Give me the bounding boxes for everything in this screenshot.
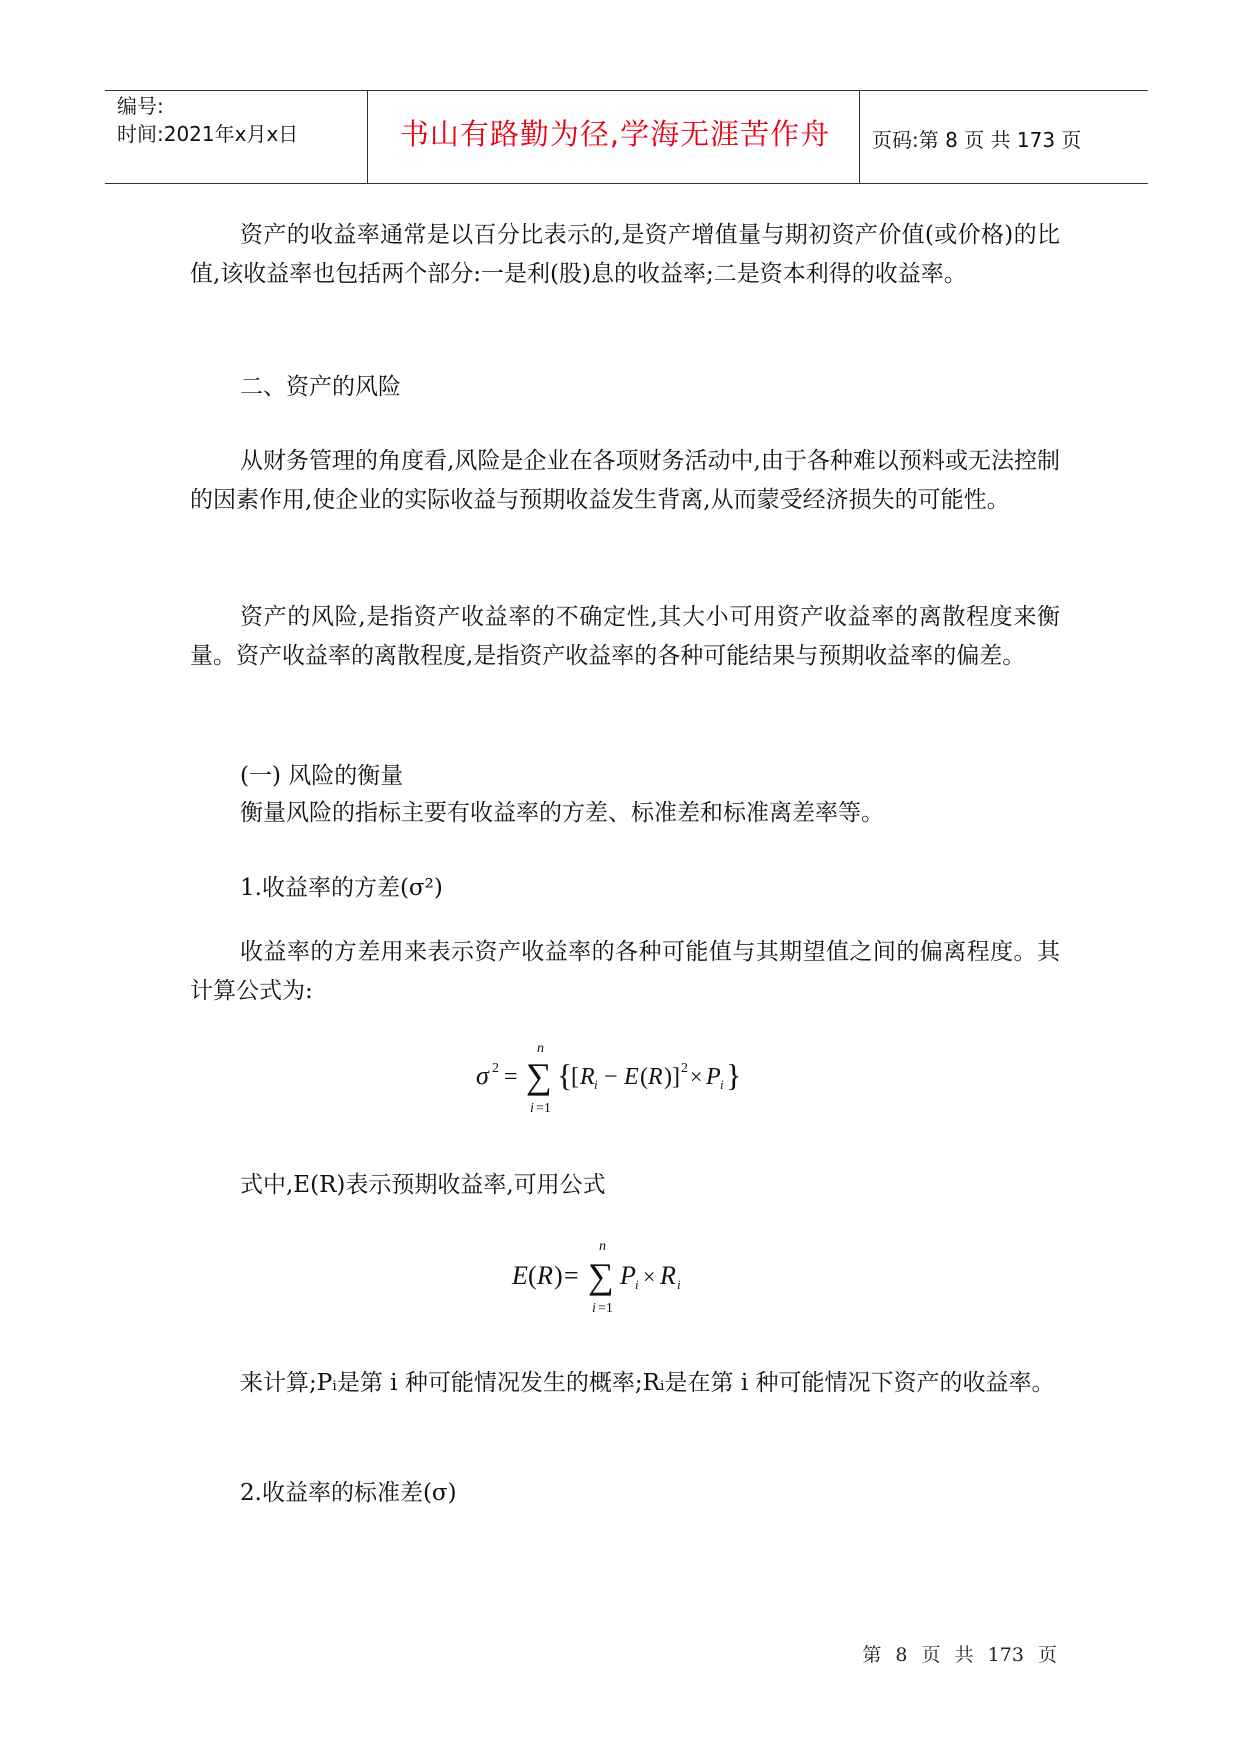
svg-text:E: E [512,1261,528,1290]
svg-text:(: ( [640,1064,648,1090]
paragraph-asset-return: 资产的收益率通常是以百分比表示的,是资产增值量与期初资产价值(或价格)的比值,该收益率也包括两个部分:一是利(股)息的收益率;二是资本利得的收益率。 [190,222,1060,287]
header-bottom-rule [105,183,1148,184]
footer-page-number: 8 [895,1644,908,1666]
svg-text:R: R [537,1261,553,1290]
svg-text:σ: σ [476,1061,489,1090]
svg-text:=: = [564,1261,579,1290]
svg-text:i: i [530,1101,534,1116]
header-slogan: 书山有路勤为径,学海无涯苦作舟 [399,117,831,151]
svg-text:)]: )] [664,1064,680,1090]
svg-text:i: i [635,1277,639,1292]
expected-return-formula [510,1232,710,1322]
svg-text:i: i [594,1077,598,1092]
svg-text:×: × [643,1264,656,1289]
footer-ye2: 页 [1037,1644,1057,1666]
svg-text:i: i [677,1277,681,1292]
paragraph-variance-desc: 收益率的方差用来表示资产收益率的各种可能值与其期望值之间的偏离程度。其计算公式为: [190,939,1060,1004]
header-page-label: 页码:第 8 页 共 173 页 [872,128,1082,152]
svg-text:∑: ∑ [588,1256,614,1296]
paragraph-probability: 来计算;Pᵢ是第 i 种可能情况发生的概率;Rᵢ是在第 i 种可能情况下资产的收益率。 [240,1370,1055,1396]
header-divider-left [367,90,368,183]
page-footer [858,1640,1061,1667]
svg-text:2: 2 [492,1061,499,1076]
svg-text:2: 2 [681,1061,688,1076]
variance-formula [470,1038,750,1118]
paragraph-risk-indicators: 衡量风险的指标主要有收益率的方差、标准差和标准离差率等。 [240,800,884,826]
svg-text:R: R [580,1064,595,1090]
svg-text:P: P [706,1064,721,1090]
paragraph-risk-definition: 从财务管理的角度看,风险是企业在各项财务活动中,由于各种难以预料或无法控制的因素作用,使企业的实际收益与预期收益发生背离,从而蒙受经济损失的可能性。 [190,448,1060,513]
svg-text:=1: =1 [598,1301,613,1316]
svg-text:n: n [537,1041,544,1056]
svg-text:E: E [624,1064,639,1090]
header-number: 编号: [117,94,164,118]
footer-di: 第 [862,1644,882,1666]
svg-text:[: [ [571,1064,579,1090]
subsection-heading-measure: (一) 风险的衡量 [240,763,404,789]
svg-text:=: = [504,1064,518,1090]
header-meta [117,92,367,148]
footer-gong: 共 [954,1644,974,1666]
paragraph-expected-return: 式中,E(R)表示预期收益率,可用公式 [240,1172,606,1198]
svg-text:P: P [620,1261,636,1290]
svg-text:n: n [599,1239,606,1254]
svg-text:−: − [604,1064,618,1090]
svg-text:(: ( [528,1261,537,1290]
svg-text:R: R [648,1064,663,1090]
svg-text:R: R [660,1261,676,1290]
paragraph-asset-risk: 资产的风险,是指资产收益率的不确定性,其大小可用资产收益率的离散程度来衡量。资产收益率的离散程度,是指资产收益率的各种可能结果与预期收益率的偏差。 [190,604,1060,669]
svg-text:}: } [726,1057,742,1093]
svg-text:i: i [720,1077,724,1092]
header-top-rule [105,90,1148,91]
header-time: 时间:2021年x月x日 [117,122,299,146]
section-heading-asset-risk: 二、资产的风险 [240,374,401,400]
svg-text:∑: ∑ [526,1056,552,1096]
heading-standard-deviation: 2.收益率的标准差(σ) [240,1480,457,1506]
svg-text:i: i [592,1301,596,1316]
footer-total-pages: 173 [987,1644,1024,1666]
svg-text:×: × [690,1064,703,1089]
svg-text:{: { [557,1057,573,1093]
heading-variance: 1.收益率的方差(σ²) [240,875,443,901]
svg-text:): ) [554,1261,563,1290]
svg-text:=1: =1 [536,1101,551,1116]
footer-ye: 页 [921,1644,941,1666]
